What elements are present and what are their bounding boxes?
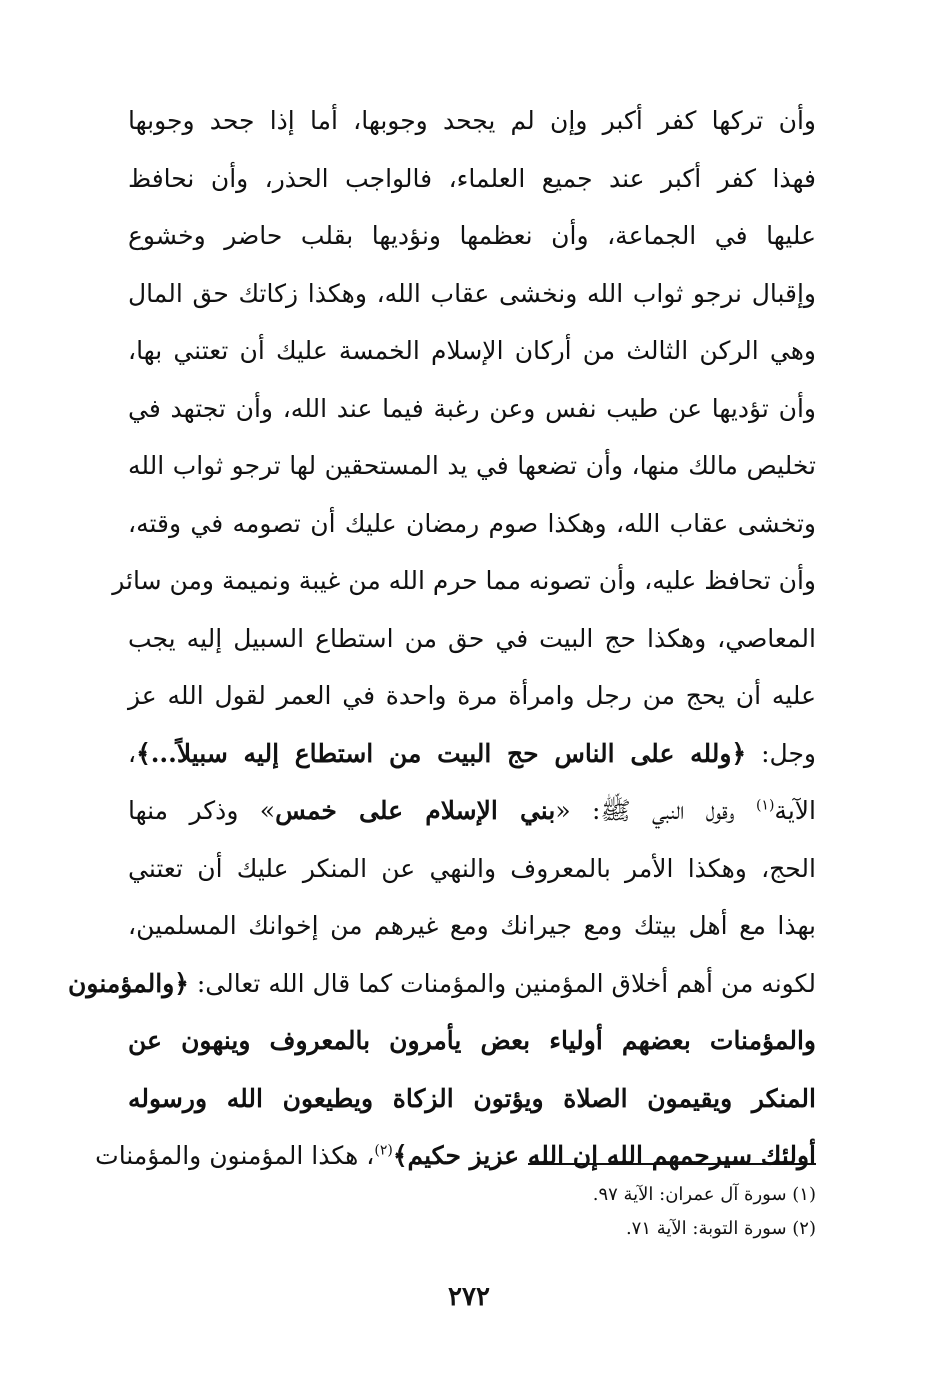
footnote-separator [528,1163,816,1165]
line-text: ، هكذا المؤمنون والمؤمنات [95,1141,375,1170]
text-line [128,380,816,438]
text-line [128,610,816,668]
line-text: تخليص مالك منها، وأن تضعها في يد المستحقين لها ترجو ثواب الله [128,451,816,480]
line-text: الآية [774,796,816,825]
line-text: وقول النبي ﷺ: « [555,796,756,825]
line-text: ، [128,738,137,768]
text-line [128,840,816,898]
quote-text: والمؤمنات بعضهم أولياء بعض يأمرون بالمعروف وينهون عن [128,1026,816,1055]
footnote-ref: (١) [755,797,775,814]
text-line [128,207,816,265]
quote-text: ﴿ولله على الناس حج البيت من استطاع إليه سبيلاً...﴾ [136,738,747,768]
footnote-1: (١) سورة آل عمران: الآية ٩٧. [592,1184,816,1205]
footnotes [400,1178,816,1246]
body-text [68,92,816,1185]
text-line [68,955,816,1013]
line-text: عليه أن يحج من رجل وامرأة مرة واحدة في العمر لقول الله عز [128,681,816,710]
line-text: وجل: [746,738,816,768]
footnote-2: (٢) سورة التوبة: الآية ٧١. [625,1218,816,1239]
quote-text: المنكر ويقيمون الصلاة ويؤتون الزكاة ويطيعون الله ورسوله [128,1083,816,1113]
quote-text: أولئك سيرحمهم الله إن الله عزيز حكيم﴾ [392,1141,816,1170]
line-text: الحج، وهكذا الأمر بالمعروف والنهي عن المنكر عليك أن تعتني [128,853,816,883]
text-line [128,265,816,323]
text-line [128,495,816,553]
text-line [128,322,816,380]
line-text: وتخشى عقاب الله، وهكذا صوم رمضان عليك أن تصومه في وقته، [128,508,816,538]
text-line [128,1012,816,1070]
quote-text: ﴿والمؤمنون [68,968,189,998]
footnote-ref: (٢) [374,1142,393,1159]
line-text: لكونه من أهم أخلاق المؤمنين والمؤمنات كما قال الله تعالى: [188,968,816,998]
line-text: وأن تحافظ عليه، وأن تصونه مما حرم الله من غيبة ونميمة ومن سائر [112,566,816,595]
line-text: » وذكر منها [128,796,276,825]
line-text: وإقبال نرجو ثواب الله ونخشى عقاب الله، وهكذا زكاتك حق المال [128,278,816,308]
text-line [128,150,816,208]
text-line [128,1070,816,1128]
line-text: المعاصي، وهكذا حج البيت في حق من استطاع السبيل إليه يجب [128,623,816,653]
line-text: وهي الركن الثالث من أركان الإسلام الخمسة عليك أن تعتني بها، [128,336,816,365]
text-line [128,897,816,955]
line-text: وأن تركها كفر أكبر وإن لم يجحد وجوبها، أما إذا جحد وجوبها [128,106,816,135]
text-line [128,92,816,150]
line-text: عليها في الجماعة، وأن نعظمها ونؤديها بقلب حاضر وخشوع [128,221,816,250]
text-line [128,782,816,840]
quote-text: بني الإسلام على خمس [275,796,556,825]
page-number: ٢٧٢ [448,1282,490,1312]
text-line [128,667,816,725]
text-line [95,1127,816,1185]
text-line [112,552,816,610]
text-line [128,725,816,783]
line-text: فهذا كفر أكبر عند جميع العلماء، فالواجب الحذر، وأن نحافظ [128,163,816,193]
line-text: بهذا مع أهل بيتك ومع جيرانك ومع غيرهم من إخوانك المسلمين، [128,911,816,940]
line-text: وأن تؤديها عن طيب نفس وعن رغبة فيما عند الله، وأن تجتهد في [128,393,816,423]
text-line [128,437,816,495]
